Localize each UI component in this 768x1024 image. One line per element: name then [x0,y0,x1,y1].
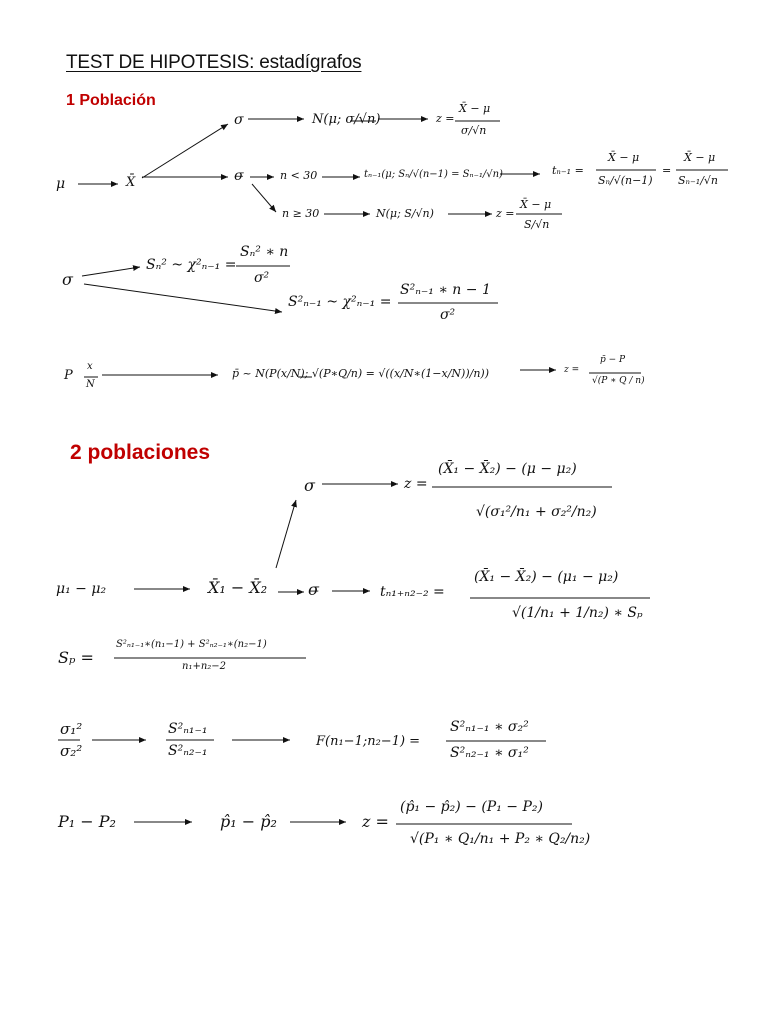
t-equals: = [662,164,672,177]
z-large-numerator: X̄ − μ [520,198,552,211]
f-statistic-denominator: S²ₙ₂₋₁ ∗ σ₁² [450,745,529,761]
normal-distribution: N(μ; σ/√n) [312,112,381,127]
z-two-numerator: (X̄₁ − X̄₂) − (μ − μ₂) [438,461,577,477]
t-denominator-1: Sₙ/√(n−1) [598,174,653,187]
variance-ratio-denominator: σ₂² [60,742,83,760]
p-hat-distribution: p̄ ~ N(P(x/N); √(P∗Q/n) = √((x/N∗(1−x/N))/n)) [232,367,489,380]
sample-variance-denominator: S²ₙ₂₋₁ [168,743,208,759]
chi-square-2-lhs: S²ₙ₋₁ ~ χ²ₙ₋₁ = [288,294,392,310]
p-difference: P₁ − P₂ [58,812,116,831]
proportion-p: P [64,368,73,383]
n-small-condition: n < 30 [280,169,318,182]
z-large-lhs: z = [496,207,515,220]
t-two-lhs: tₙ₁₊ₙ₂₋₂ = [380,584,445,600]
section-heading-1-poblacion: 1 Población [66,92,156,109]
t-numerator-1: X̄ − μ [608,151,640,164]
proportion-z-denominator: √(P ∗ Q / n) [592,376,645,386]
proportion-z-lhs: z = [564,365,580,375]
chi-square-denominator: σ² [254,270,270,286]
sigma-variance-symbol: σ [62,270,73,289]
t-two-denominator: √(1/n₁ + 1/n₂) ∗ Sₚ [512,605,643,621]
z-known-numerator: X̄ − μ [459,102,491,115]
z-large-denominator: S/√n [524,218,550,231]
pooled-sp-lhs: Sₚ = [58,648,94,667]
sample-variance-numerator: S²ₙ₁₋₁ [168,721,208,737]
proportion-x: x [87,361,93,372]
proportion-N: N [86,379,95,390]
chi-square-lhs: Sₙ² ~ χ²ₙ₋₁ = [146,257,237,273]
pooled-sp-denominator: n₁+n₂−2 [182,661,227,672]
pooled-sp-numerator: S²ₙ₁₋₁∗(n₁−1) + S²ₙ₂₋₁∗(n₂−1) [116,639,267,650]
f-statistic-lhs: F(n₁−1;n₂−1) = [316,734,421,749]
p-hat-difference: p̂₁ − p̂₂ [220,812,277,831]
z-proportions-denominator: √(P₁ ∗ Q₁/n₁ + P₂ ∗ Q₂/n₂) [410,831,591,847]
t-two-numerator: (X̄₁ − X̄₂) − (μ₁ − μ₂) [474,569,619,585]
variance-ratio-numerator: σ₁² [60,720,83,738]
n-large-condition: n ≥ 30 [282,207,320,220]
normal-s-distribution: N(μ; S/√n) [376,207,434,220]
t-denominator-2: Sₙ₋₁/√n [678,174,719,187]
xbar-symbol: X̄ [126,175,136,190]
t-lhs: tₙ₋₁ = [552,164,584,177]
sigma-unknown-two-symbol: σ̶ [308,580,319,599]
section-heading-2-poblaciones: 2 poblaciones [70,441,211,464]
z-two-lhs: z = [404,476,428,492]
t-distribution: tₙ₋₁(μ; Sₙ/√(n−1) = Sₙ₋₁/√n) [364,169,503,180]
t-numerator-2: X̄ − μ [684,151,716,164]
z-known-lhs: z = [436,112,455,125]
mu-symbol: μ [56,176,66,192]
mu-difference: μ₁ − μ₂ [56,581,107,597]
chi-square-numerator: Sₙ² ∗ n [240,244,289,260]
chi-square-2-denominator: σ² [440,307,456,323]
sigma-known-symbol: σ [234,112,244,128]
z-known-denominator: σ/√n [461,124,487,137]
z-proportions-numerator: (p̂₁ − p̂₂) − (P₁ − P₂) [400,799,543,815]
f-statistic-numerator: S²ₙ₁₋₁ ∗ σ₂² [450,719,529,735]
chi-square-2-numerator: S²ₙ₋₁ ∗ n − 1 [400,282,491,298]
proportion-z-numerator: p̄ − P [600,355,626,365]
sigma-unknown-symbol: σ̶ [234,168,244,184]
xbar-difference: X̄₁ − X̄₂ [208,578,268,597]
z-two-denominator: √(σ₁²/n₁ + σ₂²/n₂) [476,504,597,520]
sigma-known-two-symbol: σ [304,476,315,495]
page-title: TEST DE HIPOTESIS: estadígrafos [66,52,362,73]
z-proportions-lhs: z = [362,812,389,831]
